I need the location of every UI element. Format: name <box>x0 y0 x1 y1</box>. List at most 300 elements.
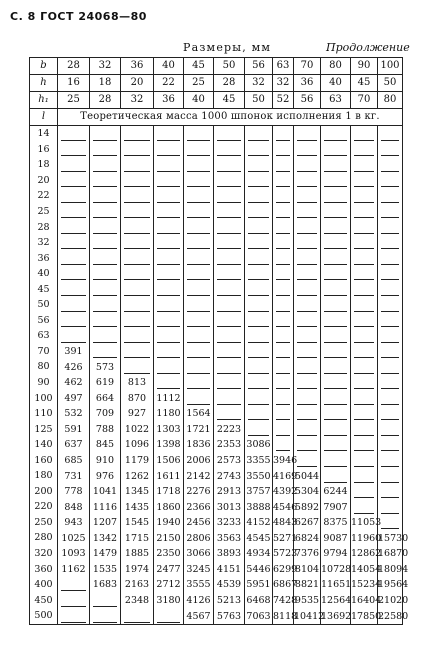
mass-value <box>294 608 325 624</box>
empty-dash-cell <box>214 359 245 375</box>
empty-dash-cell <box>121 142 154 158</box>
empty-dash-cell <box>294 313 321 329</box>
length-label: 500 <box>30 608 58 624</box>
dash-mark <box>61 155 86 156</box>
mass-row <box>30 188 403 204</box>
dash-mark <box>187 155 210 156</box>
empty-dash-cell <box>58 577 90 593</box>
mass-value-text: 7907 <box>323 501 348 513</box>
dash-mark <box>297 450 317 451</box>
dash-mark <box>381 155 399 156</box>
empty-dash-cell <box>184 297 214 313</box>
empty-dash-cell <box>273 313 294 329</box>
mass-value <box>90 530 121 546</box>
mass-value-text: 11053 <box>351 517 382 529</box>
dash-mark <box>354 404 374 405</box>
mass-value <box>58 421 90 437</box>
dash-mark <box>276 404 290 405</box>
dash-mark <box>93 606 117 607</box>
dash-mark <box>354 311 374 312</box>
dash-mark <box>157 186 180 187</box>
empty-dash-cell <box>378 297 403 313</box>
mass-value <box>90 515 121 531</box>
mass-value-text: 7376 <box>294 548 320 560</box>
mass-title-row <box>30 109 403 126</box>
empty-dash-cell <box>378 484 403 500</box>
empty-dash-cell <box>214 235 245 251</box>
empty-dash-cell <box>351 452 378 468</box>
empty-dash-cell <box>184 281 214 297</box>
empty-dash-cell <box>378 250 403 266</box>
empty-dash-cell <box>245 204 273 220</box>
mass-value-text: 1345 <box>124 486 150 498</box>
mass-value-text: 845 <box>95 439 115 451</box>
dash-mark <box>297 435 317 436</box>
empty-dash-cell <box>184 375 214 391</box>
empty-dash-cell <box>378 328 403 344</box>
mass-value <box>184 437 214 453</box>
mass-value-text: 1435 <box>124 501 150 513</box>
dash-mark <box>61 342 86 343</box>
dash-mark <box>297 373 317 374</box>
mass-value <box>154 546 184 562</box>
empty-dash-cell <box>214 204 245 220</box>
mass-row <box>30 530 403 546</box>
dash-mark <box>297 202 317 203</box>
dimension-cell: 80 <box>321 58 351 75</box>
dimensions-caption: Размеры, мм <box>183 41 272 54</box>
dimension-cell: 28 <box>214 75 245 92</box>
dash-mark <box>248 140 269 141</box>
mass-value <box>58 406 90 422</box>
empty-dash-cell <box>378 452 403 468</box>
dimension-cell: 22 <box>154 75 184 92</box>
empty-dash-cell <box>294 390 321 406</box>
empty-dash-cell <box>273 359 294 375</box>
mass-value <box>214 577 245 593</box>
dash-mark <box>124 295 150 296</box>
dimension-cell: 50 <box>214 58 245 75</box>
empty-dash-cell <box>90 204 121 220</box>
mass-value <box>184 561 214 577</box>
empty-dash-cell <box>90 250 121 266</box>
empty-dash-cell <box>154 266 184 282</box>
dimension-cell: 36 <box>294 75 321 92</box>
mass-value <box>184 546 214 562</box>
empty-dash-cell <box>154 157 184 173</box>
length-label: 28 <box>30 219 58 235</box>
mass-value <box>214 515 245 531</box>
dash-mark <box>187 326 210 327</box>
mass-row <box>30 561 403 577</box>
mass-value <box>154 484 184 500</box>
empty-dash-cell <box>378 173 403 189</box>
dash-mark <box>297 404 317 405</box>
dash-mark <box>248 155 269 156</box>
mass-value-text: 9794 <box>323 548 348 560</box>
mass-row <box>30 235 403 251</box>
mass-value <box>214 421 245 437</box>
empty-dash-cell <box>121 344 154 360</box>
empty-dash-cell <box>58 592 90 608</box>
dash-mark <box>276 186 290 187</box>
length-label: 56 <box>30 313 58 329</box>
mass-value <box>273 592 298 608</box>
dash-mark <box>124 248 150 249</box>
empty-dash-cell <box>273 437 294 453</box>
dash-mark <box>187 311 210 312</box>
dash-mark <box>217 264 241 265</box>
dash-mark <box>124 264 150 265</box>
dimension-cell: 45 <box>351 75 378 92</box>
mass-value <box>184 452 214 468</box>
mass-value <box>273 546 298 562</box>
empty-dash-cell <box>378 281 403 297</box>
empty-dash-cell <box>121 126 154 142</box>
mass-value-text: 13692 <box>321 610 352 622</box>
mass-value <box>294 546 321 562</box>
dash-mark <box>124 357 150 358</box>
row-label-h1: h₁ <box>30 92 58 109</box>
dimension-cell: 18 <box>90 75 121 92</box>
empty-dash-cell <box>273 266 294 282</box>
mass-value-text: 2163 <box>124 579 150 591</box>
mass-row <box>30 157 403 173</box>
dash-mark <box>187 248 210 249</box>
mass-value-text: 12564 <box>321 594 352 606</box>
dash-mark <box>61 202 86 203</box>
dash-mark <box>157 264 180 265</box>
dash-mark <box>354 233 374 234</box>
dash-mark <box>324 373 347 374</box>
mass-value <box>90 484 121 500</box>
mass-value <box>214 437 245 453</box>
empty-dash-cell <box>154 173 184 189</box>
dash-mark <box>93 326 117 327</box>
empty-dash-cell <box>58 328 90 344</box>
empty-dash-cell <box>321 359 351 375</box>
dash-mark <box>157 140 180 141</box>
length-label: 90 <box>30 375 58 391</box>
dash-mark <box>93 217 117 218</box>
mass-value-text: 1041 <box>92 486 118 498</box>
mass-value-text: 5271 <box>273 532 298 544</box>
dash-mark <box>381 140 399 141</box>
empty-dash-cell <box>214 266 245 282</box>
empty-dash-cell <box>245 421 273 437</box>
dash-mark <box>248 388 269 389</box>
mass-value <box>273 577 298 593</box>
mass-value-text: 778 <box>64 486 83 498</box>
dash-mark <box>354 466 374 467</box>
dash-mark <box>354 388 374 389</box>
empty-dash-cell <box>121 157 154 173</box>
mass-value <box>90 452 121 468</box>
mass-value <box>214 530 245 546</box>
length-label: 110 <box>30 406 58 422</box>
dash-mark <box>93 233 117 234</box>
length-label: 80 <box>30 359 58 375</box>
empty-dash-cell <box>378 126 403 142</box>
empty-dash-cell <box>351 219 378 235</box>
mass-value-text: 4546 <box>273 501 298 513</box>
dash-mark <box>124 140 150 141</box>
mass-value <box>121 577 154 593</box>
mass-value-text: 573 <box>95 361 115 373</box>
empty-dash-cell <box>154 126 184 142</box>
empty-dash-cell <box>378 359 403 375</box>
dash-mark <box>217 342 241 343</box>
mass-value-text: 5892 <box>294 501 320 513</box>
mass-value <box>154 452 184 468</box>
dash-mark <box>354 419 374 420</box>
empty-dash-cell <box>321 173 351 189</box>
dash-mark <box>124 171 150 172</box>
dash-mark <box>381 482 399 483</box>
empty-dash-cell <box>294 219 321 235</box>
mass-value-text: 1564 <box>186 408 211 420</box>
dimension-cell: 28 <box>90 92 121 109</box>
dash-mark <box>157 326 180 327</box>
mass-value <box>90 390 121 406</box>
length-label: 32 <box>30 235 58 251</box>
dash-mark <box>276 373 290 374</box>
empty-dash-cell <box>351 281 378 297</box>
empty-dash-cell <box>321 142 351 158</box>
dimension-cell: 32 <box>90 58 121 75</box>
mass-value <box>58 437 90 453</box>
dimension-cell: 52 <box>273 92 294 109</box>
mass-value <box>184 406 214 422</box>
empty-dash-cell <box>351 173 378 189</box>
empty-dash-cell <box>214 219 245 235</box>
mass-row <box>30 359 403 375</box>
mass-value <box>90 421 121 437</box>
mass-value-text: 3355 <box>246 455 271 467</box>
dimension-cell: 32 <box>245 75 273 92</box>
mass-row <box>30 281 403 297</box>
empty-dash-cell <box>184 266 214 282</box>
mass-row <box>30 204 403 220</box>
empty-dash-cell <box>378 188 403 204</box>
mass-value-text: 1179 <box>124 455 150 467</box>
empty-dash-cell <box>121 359 154 375</box>
dash-mark <box>93 140 117 141</box>
dash-mark <box>354 373 374 374</box>
dash-mark <box>324 419 347 420</box>
dash-mark <box>93 357 117 358</box>
dash-mark <box>61 622 86 623</box>
dash-mark <box>187 342 210 343</box>
dash-mark <box>381 217 399 218</box>
dash-mark <box>93 155 117 156</box>
empty-dash-cell <box>273 219 294 235</box>
empty-dash-cell <box>294 437 321 453</box>
dash-mark <box>217 357 241 358</box>
mass-value-text: 3066 <box>186 548 211 560</box>
mass-value-text: 15234 <box>351 579 382 591</box>
empty-dash-cell <box>351 406 378 422</box>
mass-value <box>90 437 121 453</box>
empty-dash-cell <box>294 421 321 437</box>
mass-value-text: 927 <box>127 408 147 420</box>
empty-dash-cell <box>245 390 273 406</box>
dash-mark <box>61 217 86 218</box>
dash-mark <box>276 419 290 420</box>
dash-mark <box>381 186 399 187</box>
dash-mark <box>124 202 150 203</box>
empty-dash-cell <box>245 359 273 375</box>
mass-value-text: 10412 <box>294 610 325 622</box>
dash-mark <box>187 264 210 265</box>
dash-mark <box>297 295 317 296</box>
empty-dash-cell <box>351 157 378 173</box>
mass-value-text: 664 <box>95 392 115 404</box>
empty-dash-cell <box>273 173 294 189</box>
dash-mark <box>187 279 210 280</box>
mass-value-text: 2142 <box>186 470 211 482</box>
mass-value <box>273 530 298 546</box>
dash-mark <box>324 435 347 436</box>
dash-mark <box>297 311 317 312</box>
dash-mark <box>381 419 399 420</box>
mass-row <box>30 344 403 360</box>
empty-dash-cell <box>378 235 403 251</box>
dash-mark <box>248 404 269 405</box>
dimension-cell: 63 <box>321 92 351 109</box>
mass-row <box>30 437 403 453</box>
empty-dash-cell <box>90 219 121 235</box>
mass-row <box>30 421 403 437</box>
empty-dash-cell <box>273 344 294 360</box>
empty-dash-cell <box>273 421 294 437</box>
mass-value-text: 14054 <box>351 563 382 575</box>
length-label: 220 <box>30 499 58 515</box>
mass-value <box>273 452 298 468</box>
empty-dash-cell <box>58 250 90 266</box>
mass-value-text: 9535 <box>294 594 320 606</box>
mass-value <box>184 468 214 484</box>
mass-value-text: 2276 <box>186 486 211 498</box>
mass-value-text: 426 <box>64 361 83 373</box>
dash-mark <box>124 217 150 218</box>
dimension-cell: 50 <box>378 75 403 92</box>
dash-mark <box>157 311 180 312</box>
dash-mark <box>217 419 241 420</box>
empty-dash-cell <box>154 297 184 313</box>
empty-dash-cell <box>58 281 90 297</box>
mass-value <box>121 484 154 500</box>
mass-value-text: 4152 <box>246 517 271 529</box>
dash-mark <box>381 248 399 249</box>
empty-dash-cell <box>90 297 121 313</box>
length-label: 280 <box>30 530 58 546</box>
mass-value-text: 3180 <box>156 594 181 606</box>
dash-mark <box>217 202 241 203</box>
empty-dash-cell <box>245 313 273 329</box>
length-label: 45 <box>30 281 58 297</box>
dash-mark <box>93 311 117 312</box>
mass-value-text: 462 <box>64 377 83 389</box>
dimension-cell: 45 <box>214 92 245 109</box>
mass-value-text: 2477 <box>156 563 181 575</box>
empty-dash-cell <box>184 188 214 204</box>
mass-value <box>121 468 154 484</box>
dash-mark <box>187 217 210 218</box>
mass-value-text: 4169 <box>273 470 298 482</box>
length-label: 20 <box>30 173 58 189</box>
empty-dash-cell <box>214 126 245 142</box>
mass-value-text: 17850 <box>351 610 382 622</box>
dash-mark <box>157 248 180 249</box>
mass-value <box>294 592 321 608</box>
dash-mark <box>61 295 86 296</box>
empty-dash-cell <box>378 406 403 422</box>
mass-value-text: 1116 <box>92 501 118 513</box>
mass-value-text: 1885 <box>124 548 150 560</box>
mass-value <box>58 375 90 391</box>
mass-value <box>351 608 382 624</box>
mass-value-text: 2150 <box>156 532 181 544</box>
dash-mark <box>93 295 117 296</box>
empty-dash-cell <box>121 328 154 344</box>
length-label: 63 <box>30 328 58 344</box>
mass-value <box>321 546 351 562</box>
dash-mark <box>354 435 374 436</box>
mass-value <box>121 592 154 608</box>
empty-dash-cell <box>184 204 214 220</box>
dash-mark <box>157 233 180 234</box>
empty-dash-cell <box>351 484 378 500</box>
dash-mark <box>248 342 269 343</box>
mass-value-text: 2350 <box>156 548 181 560</box>
empty-dash-cell <box>351 437 378 453</box>
mass-value-text: 1940 <box>156 517 181 529</box>
empty-dash-cell <box>214 173 245 189</box>
dash-mark <box>217 326 241 327</box>
empty-dash-cell <box>184 142 214 158</box>
mass-value <box>321 592 351 608</box>
dash-mark <box>354 342 374 343</box>
empty-dash-cell <box>378 344 403 360</box>
mass-value-text: 2806 <box>186 532 211 544</box>
mass-value-text: 1506 <box>156 455 181 467</box>
dash-mark <box>276 233 290 234</box>
empty-dash-cell <box>245 281 273 297</box>
dimension-cell: 20 <box>121 75 154 92</box>
mass-value <box>154 499 184 515</box>
empty-dash-cell <box>273 235 294 251</box>
dash-mark <box>124 233 150 234</box>
empty-dash-cell <box>154 219 184 235</box>
dash-mark <box>381 233 399 234</box>
empty-dash-cell <box>321 328 351 344</box>
dimension-cell: 32 <box>121 92 154 109</box>
mass-row <box>30 313 403 329</box>
mass-value-text: 1180 <box>156 408 181 420</box>
dash-mark <box>217 404 241 405</box>
mass-value-text: 4545 <box>246 532 271 544</box>
dimension-cell: 25 <box>58 92 90 109</box>
mass-value <box>154 421 184 437</box>
length-label: 22 <box>30 188 58 204</box>
dash-mark <box>248 357 269 358</box>
dash-mark <box>381 357 399 358</box>
empty-dash-cell <box>294 375 321 391</box>
mass-value-text: 10728 <box>321 563 352 575</box>
empty-dash-cell <box>214 375 245 391</box>
mass-value-text: 1545 <box>124 517 150 529</box>
